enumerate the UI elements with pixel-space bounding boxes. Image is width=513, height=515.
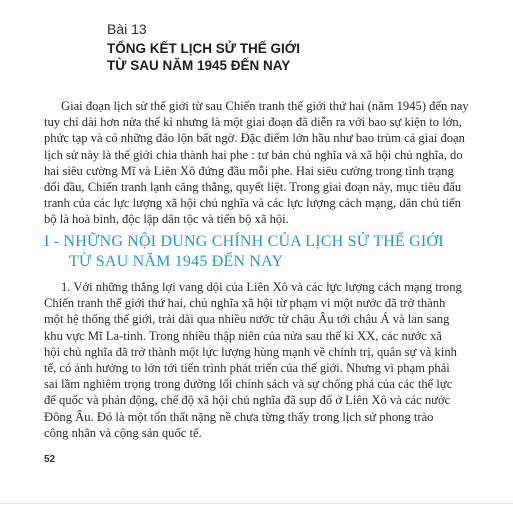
section-heading-line: I - NHỮNG NỘI DUNG CHÍNH CỦA LỊCH SỬ THẾ GIỚI (44, 233, 444, 250)
lesson-title (107, 40, 437, 74)
section-paragraph (44, 279, 469, 441)
paragraph-line: 1. Với những thắng lợi vang dội của Liên Xô và các lực lượng cách mạng trong (61, 280, 462, 294)
paragraph-line: đế quốc và phản động, chế độ xã hội chủ nghĩa đã sụp đổ ở Liên Xô và các nước (44, 393, 451, 408)
paragraph-line: sai lầm nghiêm trọng trong đường lối chính sách và sự chống phá của các thế lực (44, 377, 453, 392)
lesson-title-line: TỪ SAU NĂM 1945 ĐẾN NAY (107, 58, 291, 73)
intro-line: Giai đoạn lịch sử thế giới từ sau Chiến tranh thế giới thứ hai (năm 1945) đến nay (61, 99, 469, 113)
section-heading (44, 232, 484, 272)
lesson-number: Bài 13 (107, 21, 147, 37)
paragraph-line: tế, có ảnh hưởng to lớn tới tiến trình phát triển của thế giới. Nhưng vì phạm phải (44, 361, 450, 376)
paragraph-line: một hệ thống thế giới, trải dài qua nhiều nước từ châu Âu tới châu Á và lan sang (44, 312, 450, 327)
lesson-title-line: TỔNG KẾT LỊCH SỬ THẾ GIỚI (107, 41, 300, 56)
intro-line: hai siêu cường Mĩ và Liên Xô đứng đầu mỗi phe. Hai siêu cường trong tình trạng (44, 163, 454, 178)
page-number: 52 (44, 454, 56, 465)
paragraph-line: hội chủ nghĩa đã trở thành một lực lượng hùng mạnh về chính trị, quân sự và kinh (44, 344, 457, 359)
intro-line: tranh của các lực lượng xã hội chủ nghĩa và các lực lượng cách mạng, dân chủ tiến (44, 196, 461, 211)
paragraph-line: công nhân và cộng sản quốc tế. (44, 425, 202, 440)
paragraph-line: khu vực Mĩ La-tinh. Trong nhiều thập niên của nửa sau thế kỉ XX, các nước xã (44, 328, 442, 343)
paragraph-line: Chiến tranh thế giới thứ hai, chủ nghĩa xã hội từ phạm vi một nước đã trở thành (44, 296, 446, 311)
intro-line: đối đầu, Chiến tranh lạnh căng thẳng, quyết liệt. Trong giai đoạn này, mục tiêu đấu (44, 180, 462, 195)
paragraph-line: Đông Âu. Đó là một tổn thất nặng nề chưa từng thấy trong lịch sử phong trào (44, 409, 434, 424)
intro-line: tuy chỉ dài hơn nửa thế kỉ nhưng là một giai đoạn đã diễn ra với bao sự kiện to lớn, (44, 115, 462, 130)
intro-line: phức tạp và có những đảo lộn bất ngờ. Đặc điểm lớn hầu như bao trùm cả giai đoạn (44, 131, 465, 146)
intro-line: bộ là hoà bình, độc lập dân tộc và tiến bộ xã hội. (44, 212, 289, 227)
intro-paragraph (44, 98, 469, 228)
intro-line: lịch sử này là thế giới chia thành hai phe : tư bản chủ nghĩa và xã hội chủ nghĩa, do (44, 147, 463, 162)
page-bottom-edge (0, 503, 513, 515)
section-heading-line: TỪ SAU NĂM 1945 ĐẾN NAY (69, 253, 284, 270)
